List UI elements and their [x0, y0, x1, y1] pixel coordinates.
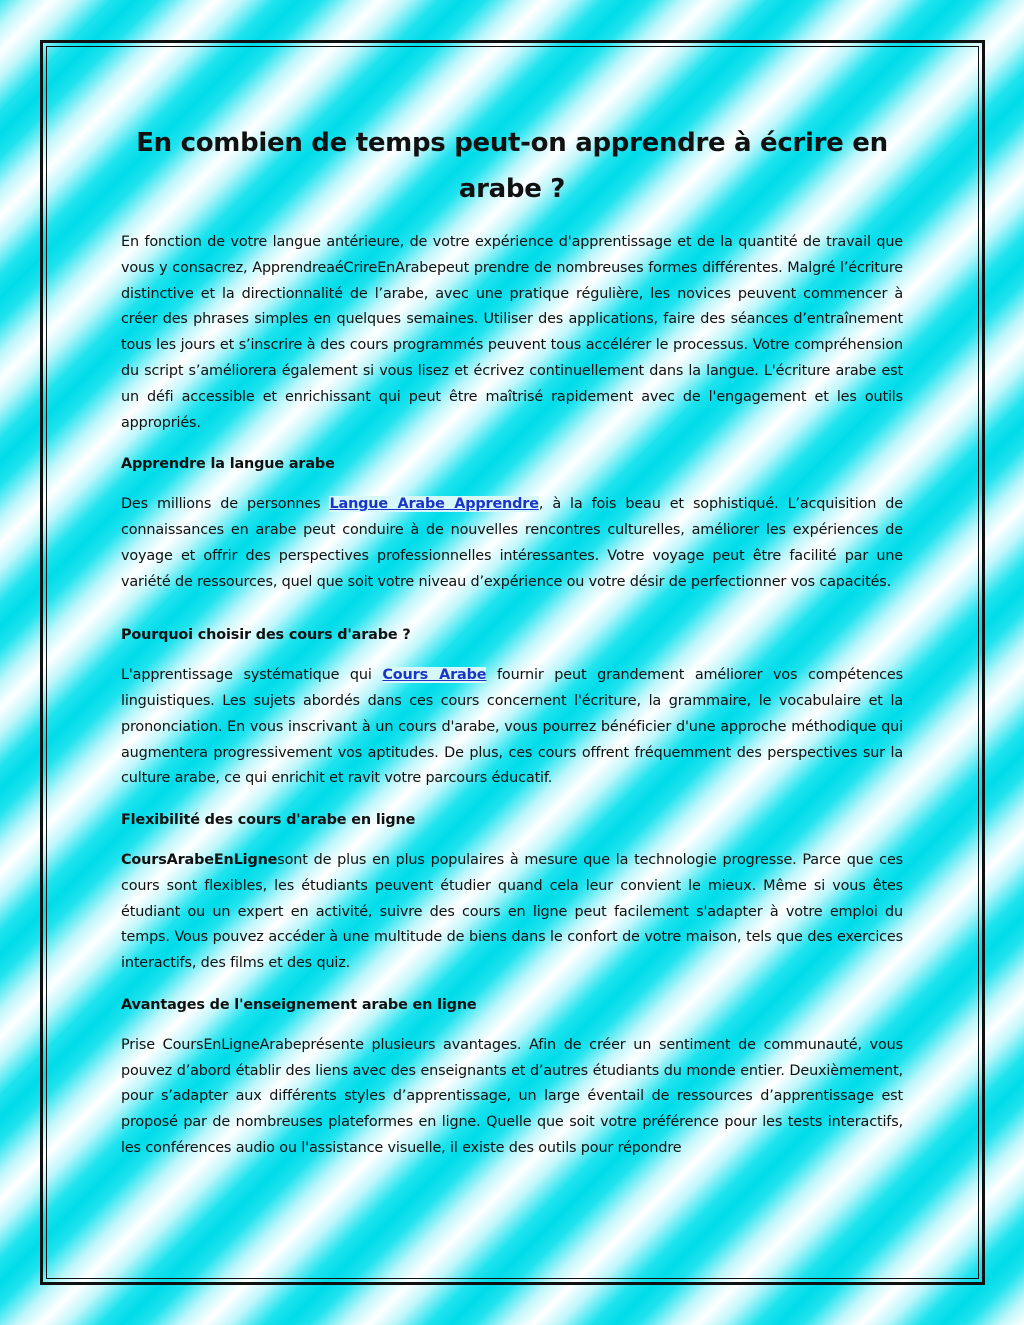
section-heading-pourquoi: Pourquoi choisir des cours d'arabe ?	[121, 627, 411, 644]
paragraph-text: , à la fois beau et sophistiqué. L’acquisition de connaissances en arabe peut conduire à de nouvelles rencontres culturelles, améliorer les expériences de voyage et offrir des perspectives professionnelles intéressantes. Votre voyage peut être facilité par une variété de ressources, quel que soit votre niveau d’expérience ou votre désir de perfectionner vos capacités.	[121, 496, 903, 590]
section-paragraph-apprendre	[121, 492, 903, 595]
paragraph-text: sont de plus en plus populaires à mesure que la technologie progresse. Parce que ces cours sont flexibles, les étudiants peuvent étudier quand cela leur convient le mieux. Même si vous êtes étudiant ou un expert en activité, suivre des cours en ligne peut facilement s'adapter à votre emploi du temps. Vous pouvez accéder à une multitude de biens dans le confort de votre maison, tels que des exercices interactifs, des films et des quiz.	[121, 851, 903, 972]
section-heading-apprendre: Apprendre la langue arabe	[121, 456, 335, 473]
paragraph-text: L'apprentissage systématique qui	[121, 667, 383, 684]
section-paragraph-avantages: Prise CoursEnLigneArabeprésente plusieurs avantages. Afin de créer un sentiment de communauté, vous pouvez d’abord établir des liens avec des enseignants et d’autres étudiants du monde entier. Deuxièmement, pour s’adapter aux différents styles d’apprentissage, un large éventail de ressources d’apprentissage est proposé par de nombreuses plateformes en ligne. Quelle que soit votre préférence pour les tests interactifs, les conférences audio ou l'assistance visuelle, il existe des outils pour répondre	[121, 1036, 903, 1156]
link-langue-arabe-apprendre[interactable]: Langue Arabe Apprendre	[329, 496, 539, 513]
section-paragraph-flexibilite	[121, 848, 903, 977]
section-heading-flexibilite: Flexibilité des cours d'arabe en ligne	[121, 812, 416, 829]
page-title: En combien de temps peut-on apprendre à écrire en arabe ?	[136, 128, 888, 204]
section-paragraph-pourquoi	[121, 663, 903, 792]
link-cours-arabe[interactable]: Cours Arabe	[382, 667, 487, 684]
article	[121, 120, 903, 1162]
section-heading-avantages: Avantages de l'enseignement arabe en ligne	[121, 996, 477, 1013]
brand-name: CoursArabeEnLigne	[121, 851, 278, 868]
paragraph-text: fournir peut grandement améliorer vos compétences linguistiques. Les sujets abordés dans ces cours concernent l'écriture, la grammaire, le vocabulaire et la prononciation. En vous inscrivant à un cours d'arabe, vous pourrez bénéficier d'une approche méthodique qui augmentera progressivement vos aptitudes. De plus, ces cours offrent fréquemment des perspectives sur la culture arabe, ce qui enrichit et ravit votre parcours éducatif.	[121, 667, 903, 787]
paragraph-text: Des millions de personnes	[121, 496, 330, 513]
intro-paragraph: En fonction de votre langue antérieure, de votre expérience d'apprentissage et de la quantité de travail que vous y consacrez, ApprendreaéCrireEnArabepeut prendre de nombreuses formes différentes. Malgré l’écriture distinctive et la directionnalité de l’arabe, avec une pratique régulière, les novices peuvent commencer à créer des phrases simples en quelques semaines. Utiliser des applications, faire des séances d’entraînement tous les jours et s’inscrire à des cours programmés peuvent tous accélérer le processus. Votre compréhension du script s’améliorera également si vous lisez et écrivez continuellement dans la langue. L'écriture arabe est un défi accessible et enrichissant qui peut être maîtrisé rapidement avec de l'engagement et les outils appropriés.	[121, 234, 903, 431]
